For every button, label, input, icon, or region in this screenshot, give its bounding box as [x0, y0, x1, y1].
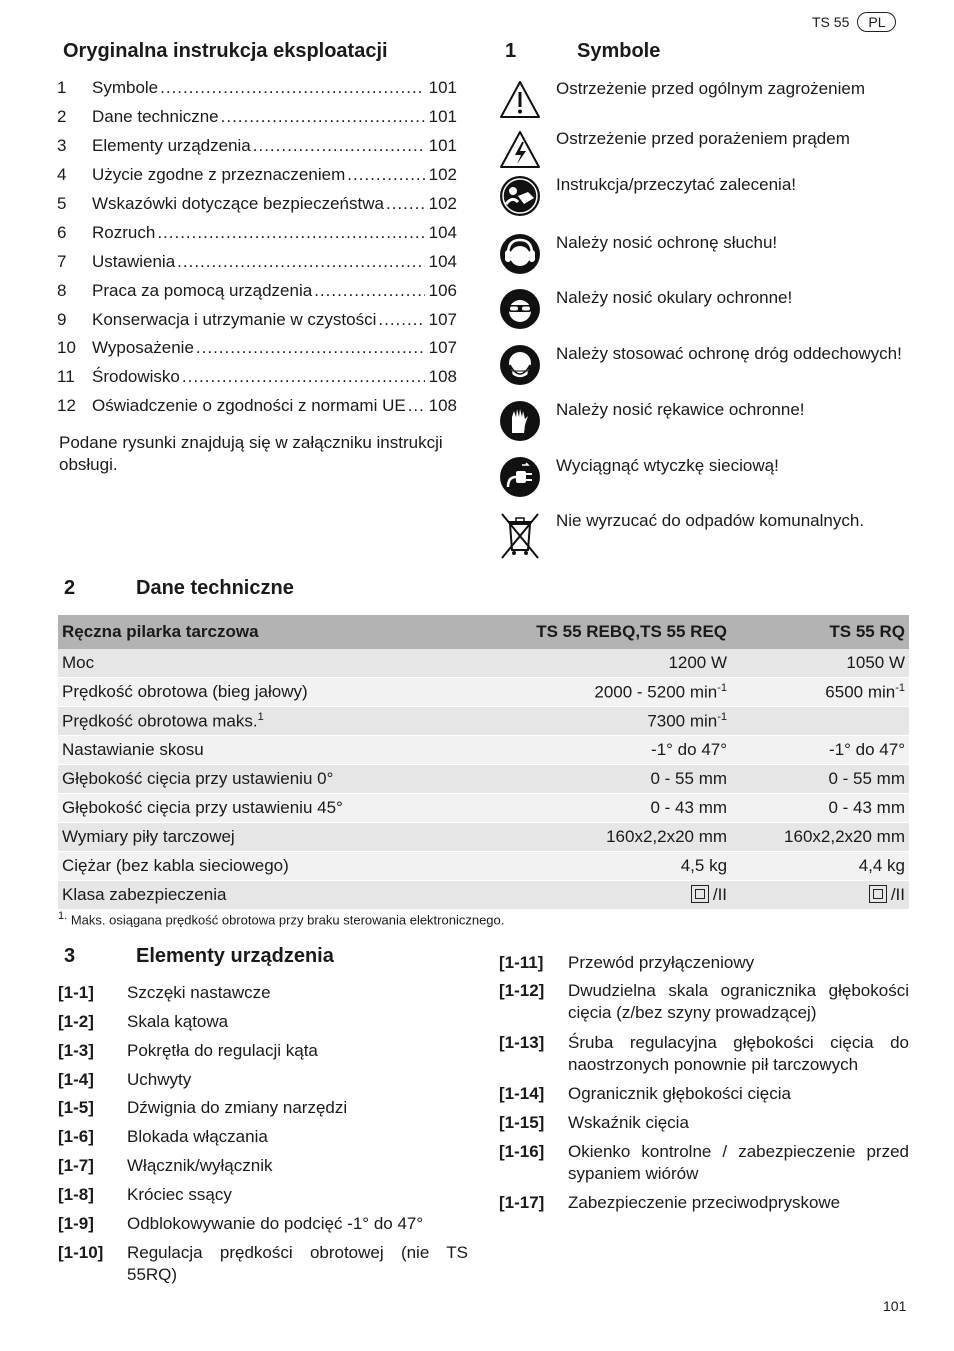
symbol-row	[498, 174, 910, 218]
element-row	[58, 1184, 468, 1206]
symbol-text: Należy nosić ochronę słuchu!	[556, 233, 778, 252]
toc-number: 8	[57, 281, 67, 300]
spec-table-header	[58, 615, 909, 649]
element-row	[499, 1083, 909, 1105]
spec-label	[58, 765, 457, 794]
toc-row	[57, 338, 457, 360]
symbol-row	[498, 78, 910, 122]
toc-entry-title: Użycie zgodne z przeznaczeniem	[92, 165, 346, 184]
spec-value-a	[457, 707, 731, 736]
element-code: [1-7]	[58, 1156, 94, 1175]
element-text: Ogranicznik głębokości cięcia	[568, 1084, 791, 1103]
element-row	[499, 1192, 909, 1214]
toc-row	[57, 78, 457, 100]
unplug-icon	[498, 455, 542, 499]
spec-value-b	[731, 736, 909, 765]
symbol-text: Należy nosić rękawice ochronne!	[556, 400, 805, 419]
toc-row	[57, 165, 457, 187]
toc-number: 1	[57, 78, 67, 97]
crossed-bin-icon	[498, 510, 542, 554]
class-ii-icon	[691, 885, 709, 903]
toc-page: 101	[428, 136, 457, 155]
element-text: Włącznik/wyłącznik	[127, 1156, 273, 1175]
toc-page: 106	[428, 281, 457, 300]
toc-entry-title: Symbole	[92, 78, 159, 97]
symbol-text: Ostrzeżenie przed ogólnym zagrożeniem	[556, 79, 865, 98]
toc-entry-title: Wyposażenie	[92, 338, 194, 357]
toc-page: 104	[428, 252, 457, 271]
element-text: Odblokowywanie do podcięć -1° do 47°	[127, 1214, 424, 1233]
spec-value-text: 4,5 kg	[680, 856, 728, 875]
spec-row	[58, 649, 909, 678]
symbol-row	[498, 232, 910, 276]
footnote-mark: 1.	[58, 910, 68, 922]
symbol-text: Instrukcja/przeczytać zalecenia!	[556, 175, 796, 194]
spec-value-b	[731, 765, 909, 794]
spec-label	[58, 649, 457, 678]
spec-value-b	[731, 852, 909, 881]
spec-label-text: Wymiary piły tarczowej	[62, 827, 235, 846]
footnote-text: Maks. osiągana prędkość obrotowa przy braku sterowania elektronicznego.	[70, 912, 505, 928]
symbol-row	[498, 399, 910, 443]
toc-page: 107	[428, 338, 457, 357]
drawings-note: Podane rysunki znajdują się w załączniku instrukcji obsługi.	[59, 433, 443, 474]
element-row	[58, 1097, 468, 1119]
toc-number: 7	[57, 252, 67, 271]
toc-row	[57, 136, 457, 158]
element-code: [1-6]	[58, 1127, 94, 1146]
spec-row	[58, 881, 909, 910]
spec-label-text: Nastawianie skosu	[62, 740, 204, 759]
toc-number: 12	[57, 396, 76, 415]
symbol-row	[498, 343, 910, 387]
toc-entry-title: Konserwacja i utrzymanie w czystości	[92, 310, 377, 329]
toc-title: Oryginalna instrukcja eksploatacji	[63, 40, 388, 62]
element-code: [1-11]	[499, 953, 544, 972]
section-1-number: 1	[505, 40, 517, 62]
spec-row	[58, 736, 909, 765]
toc-row	[57, 223, 457, 245]
element-row	[499, 952, 909, 974]
toc-leader-dots	[253, 136, 425, 156]
toc-page: 108	[428, 396, 457, 415]
toc-leader-dots	[347, 165, 425, 185]
toc-number: 11	[57, 367, 75, 386]
toc-entry-title: Rozruch	[92, 223, 156, 242]
toc-number: 9	[57, 310, 67, 329]
toc-entry-title: Elementy urządzenia	[92, 136, 251, 155]
toc-leader-dots	[386, 194, 425, 214]
toc-number: 2	[57, 107, 67, 126]
toc-row	[57, 310, 457, 332]
spec-value-a	[457, 736, 731, 765]
toc-entry-title: Praca za pomocą urządzenia	[92, 281, 313, 300]
toc-row	[57, 194, 457, 216]
element-row	[58, 1040, 468, 1062]
element-row	[499, 1032, 909, 1076]
page-header	[812, 12, 896, 32]
toc-page: 102	[428, 194, 457, 213]
element-row	[58, 1126, 468, 1148]
toc-row	[57, 252, 457, 274]
toc-leader-dots	[408, 396, 425, 416]
toc-number: 4	[57, 165, 67, 184]
element-text: Dźwignia do zmiany narzędzi	[127, 1098, 348, 1117]
element-code: [1-8]	[58, 1185, 94, 1204]
symbol-row	[498, 287, 910, 331]
toc-row	[57, 367, 457, 389]
toc-row	[57, 281, 457, 303]
element-text: Zabezpieczenie przeciwodpryskowe	[568, 1193, 841, 1212]
toc-leader-dots	[157, 223, 425, 243]
spec-col-model-a: TS 55 REBQ,TS 55 REQ	[457, 615, 731, 649]
spec-value-a	[457, 794, 731, 823]
spec-col-label: Ręczna pilarka tarczowa	[58, 615, 457, 649]
spec-value-text: 0 - 43 mm	[828, 798, 905, 817]
spec-value-a	[457, 649, 731, 678]
spec-value-text: -1° do 47°	[829, 740, 905, 759]
section-1-title: Symbole	[577, 40, 661, 62]
element-text: Króciec ssący	[127, 1185, 232, 1204]
unit-exponent: -1	[717, 681, 728, 694]
toc-leader-dots	[177, 252, 425, 272]
spec-label-text: Klasa zabezpieczenia	[62, 885, 227, 904]
symbol-row	[498, 455, 910, 499]
spec-value-text: 160x2,2x20 mm	[606, 827, 728, 846]
spec-value-a	[457, 881, 731, 910]
toc-leader-dots	[160, 78, 425, 98]
toc-leader-dots	[221, 107, 425, 127]
toc-row	[57, 396, 457, 418]
toc-leader-dots	[182, 367, 425, 387]
element-text: Śruba regulacyjna głębokości cięcia do naostrzonych ponownie pił tarczowych	[568, 1033, 909, 1074]
element-row	[58, 1155, 468, 1177]
element-text: Szczęki nastawcze	[127, 983, 271, 1002]
element-code: [1-10]	[58, 1243, 104, 1262]
element-code: [1-13]	[499, 1033, 545, 1052]
element-code: [1-2]	[58, 1012, 94, 1031]
spec-value-a	[457, 852, 731, 881]
spec-value-a	[457, 765, 731, 794]
language-badge: PL	[857, 12, 896, 32]
spec-col-model-b: TS 55 RQ	[731, 615, 909, 649]
spec-value-text: /II	[712, 885, 728, 904]
spec-label	[58, 678, 457, 707]
spec-row	[58, 852, 909, 881]
element-text: Pokrętła do regulacji kąta	[127, 1041, 318, 1060]
section-3-title: Elementy urządzenia	[136, 945, 334, 967]
element-code: [1-4]	[58, 1070, 94, 1089]
toc-entry-title: Oświadczenie o zgodności z normami UE	[92, 396, 406, 415]
spec-value-text: 0 - 55 mm	[828, 769, 905, 788]
spec-value-text: 160x2,2x20 mm	[784, 827, 905, 846]
safety-glasses-icon	[498, 287, 542, 331]
spec-value-text: 7300 min	[647, 711, 718, 731]
ear-protection-icon	[498, 232, 542, 276]
spec-value-text: 0 - 55 mm	[650, 769, 728, 788]
element-code: [1-14]	[499, 1084, 545, 1103]
spec-value-text: -1° do 47°	[651, 740, 728, 759]
toc-page: 107	[428, 310, 457, 329]
spec-footnote	[58, 910, 504, 927]
toc-leader-dots	[196, 338, 425, 358]
toc-number: 10	[57, 338, 76, 357]
spec-label	[58, 736, 457, 765]
spec-row	[58, 823, 909, 852]
toc-entry-title: Wskazówki dotyczące bezpieczeństwa	[92, 194, 384, 213]
spec-label	[58, 794, 457, 823]
spec-label	[58, 852, 457, 881]
element-text: Skala kątowa	[127, 1012, 229, 1031]
page-number: 101	[883, 1298, 907, 1314]
symbol-text: Wyciągnąć wtyczkę sieciową!	[556, 456, 779, 475]
element-text: Uchwyty	[127, 1070, 192, 1089]
element-code: [1-17]	[499, 1193, 545, 1212]
spec-value-text: 2000 - 5200 min	[594, 682, 718, 702]
spec-value-b	[731, 678, 909, 707]
spec-value-b	[731, 707, 909, 736]
symbol-text: Nie wyrzucać do odpadów komunalnych.	[556, 511, 865, 530]
toc-page: 102	[428, 165, 457, 184]
spec-row	[58, 794, 909, 823]
spec-table	[58, 615, 909, 910]
warning-triangle-icon	[498, 78, 542, 122]
class-ii-icon	[869, 885, 887, 903]
spec-label	[58, 881, 457, 910]
spec-value-b	[731, 823, 909, 852]
spec-row	[58, 707, 909, 736]
element-code: [1-5]	[58, 1098, 94, 1117]
element-text: Blokada włączania	[127, 1127, 268, 1146]
spec-label-text: Głębokość cięcia przy ustawieniu 0°	[62, 769, 334, 788]
toc-leader-dots	[314, 281, 425, 301]
spec-label	[58, 707, 457, 736]
electric-shock-icon	[498, 128, 542, 172]
spec-label-text: Ciężar (bez kabla sieciowego)	[62, 856, 289, 875]
element-text: Dwudzielna skala ogranicznika głębokości cięcia (z/bez szyny prowadzącej)	[568, 981, 909, 1022]
element-row	[58, 1242, 468, 1286]
spec-value-b	[731, 794, 909, 823]
symbol-text: Należy nosić okulary ochronne!	[556, 288, 793, 307]
element-code: [1-16]	[499, 1142, 545, 1161]
element-row	[499, 1141, 909, 1185]
element-row	[58, 1213, 468, 1235]
symbol-row	[498, 128, 910, 172]
gloves-icon	[498, 399, 542, 443]
symbol-text: Ostrzeżenie przed porażeniem prądem	[556, 129, 850, 148]
symbol-text: Należy stosować ochronę dróg oddechowych!	[556, 344, 902, 363]
toc-leader-dots	[378, 310, 425, 330]
spec-label	[58, 823, 457, 852]
element-row	[58, 1011, 468, 1033]
element-code: [1-12]	[499, 981, 545, 1000]
toc-number: 6	[57, 223, 67, 242]
spec-row	[58, 765, 909, 794]
footnote-ref: 1	[257, 710, 264, 723]
toc-page: 104	[428, 223, 457, 242]
spec-value-text: /II	[890, 885, 905, 904]
spec-value-text: 4,4 kg	[858, 856, 905, 875]
section-2-title: Dane techniczne	[136, 577, 294, 599]
spec-value-text: 1200 W	[668, 653, 728, 672]
spec-label-text: Prędkość obrotowa (bieg jałowy)	[62, 682, 308, 701]
unit-exponent: -1	[895, 681, 905, 694]
toc-entry-title: Ustawienia	[92, 252, 176, 271]
unit-exponent: -1	[717, 710, 728, 723]
element-code: [1-15]	[499, 1113, 545, 1132]
element-text: Przewód przyłączeniowy	[568, 953, 755, 972]
spec-value-b	[731, 881, 909, 910]
toc-page: 101	[428, 107, 457, 126]
element-code: [1-9]	[58, 1214, 94, 1233]
element-code: [1-3]	[58, 1041, 94, 1060]
spec-row	[58, 678, 909, 707]
spec-value-a	[457, 678, 731, 707]
read-manual-icon	[498, 174, 542, 218]
symbol-row	[498, 510, 910, 554]
element-code: [1-1]	[58, 983, 94, 1002]
toc-page: 108	[428, 367, 457, 386]
element-text: Regulacja prędkości obrotowej (nie TS 55RQ)	[127, 1243, 468, 1284]
section-2-number: 2	[64, 577, 76, 599]
toc-page: 101	[428, 78, 457, 97]
element-row	[58, 982, 468, 1004]
toc-number: 5	[57, 194, 67, 213]
respirator-icon	[498, 343, 542, 387]
spec-label-text: Moc	[62, 653, 95, 672]
spec-value-a	[457, 823, 731, 852]
spec-value-text: 6500 min	[825, 682, 896, 702]
element-text: Okienko kontrolne / zabezpieczenie przed sypaniem wiórów	[568, 1142, 909, 1183]
element-row	[499, 1112, 909, 1134]
spec-label-text: Głębokość cięcia przy ustawieniu 45°	[62, 798, 343, 817]
toc-entry-title: Środowisko	[92, 367, 180, 386]
spec-value-text: 0 - 43 mm	[650, 798, 728, 817]
section-3-number: 3	[64, 945, 76, 967]
toc-row	[57, 107, 457, 129]
toc-number: 3	[57, 136, 67, 155]
spec-value-b	[731, 649, 909, 678]
spec-label-text: Prędkość obrotowa maks.	[62, 711, 258, 731]
element-row	[58, 1069, 468, 1091]
toc-entry-title: Dane techniczne	[92, 107, 219, 126]
element-row	[499, 980, 909, 1024]
model-label: TS 55	[812, 14, 850, 30]
spec-value-text: 1050 W	[846, 653, 905, 672]
element-text: Wskaźnik cięcia	[568, 1113, 689, 1132]
